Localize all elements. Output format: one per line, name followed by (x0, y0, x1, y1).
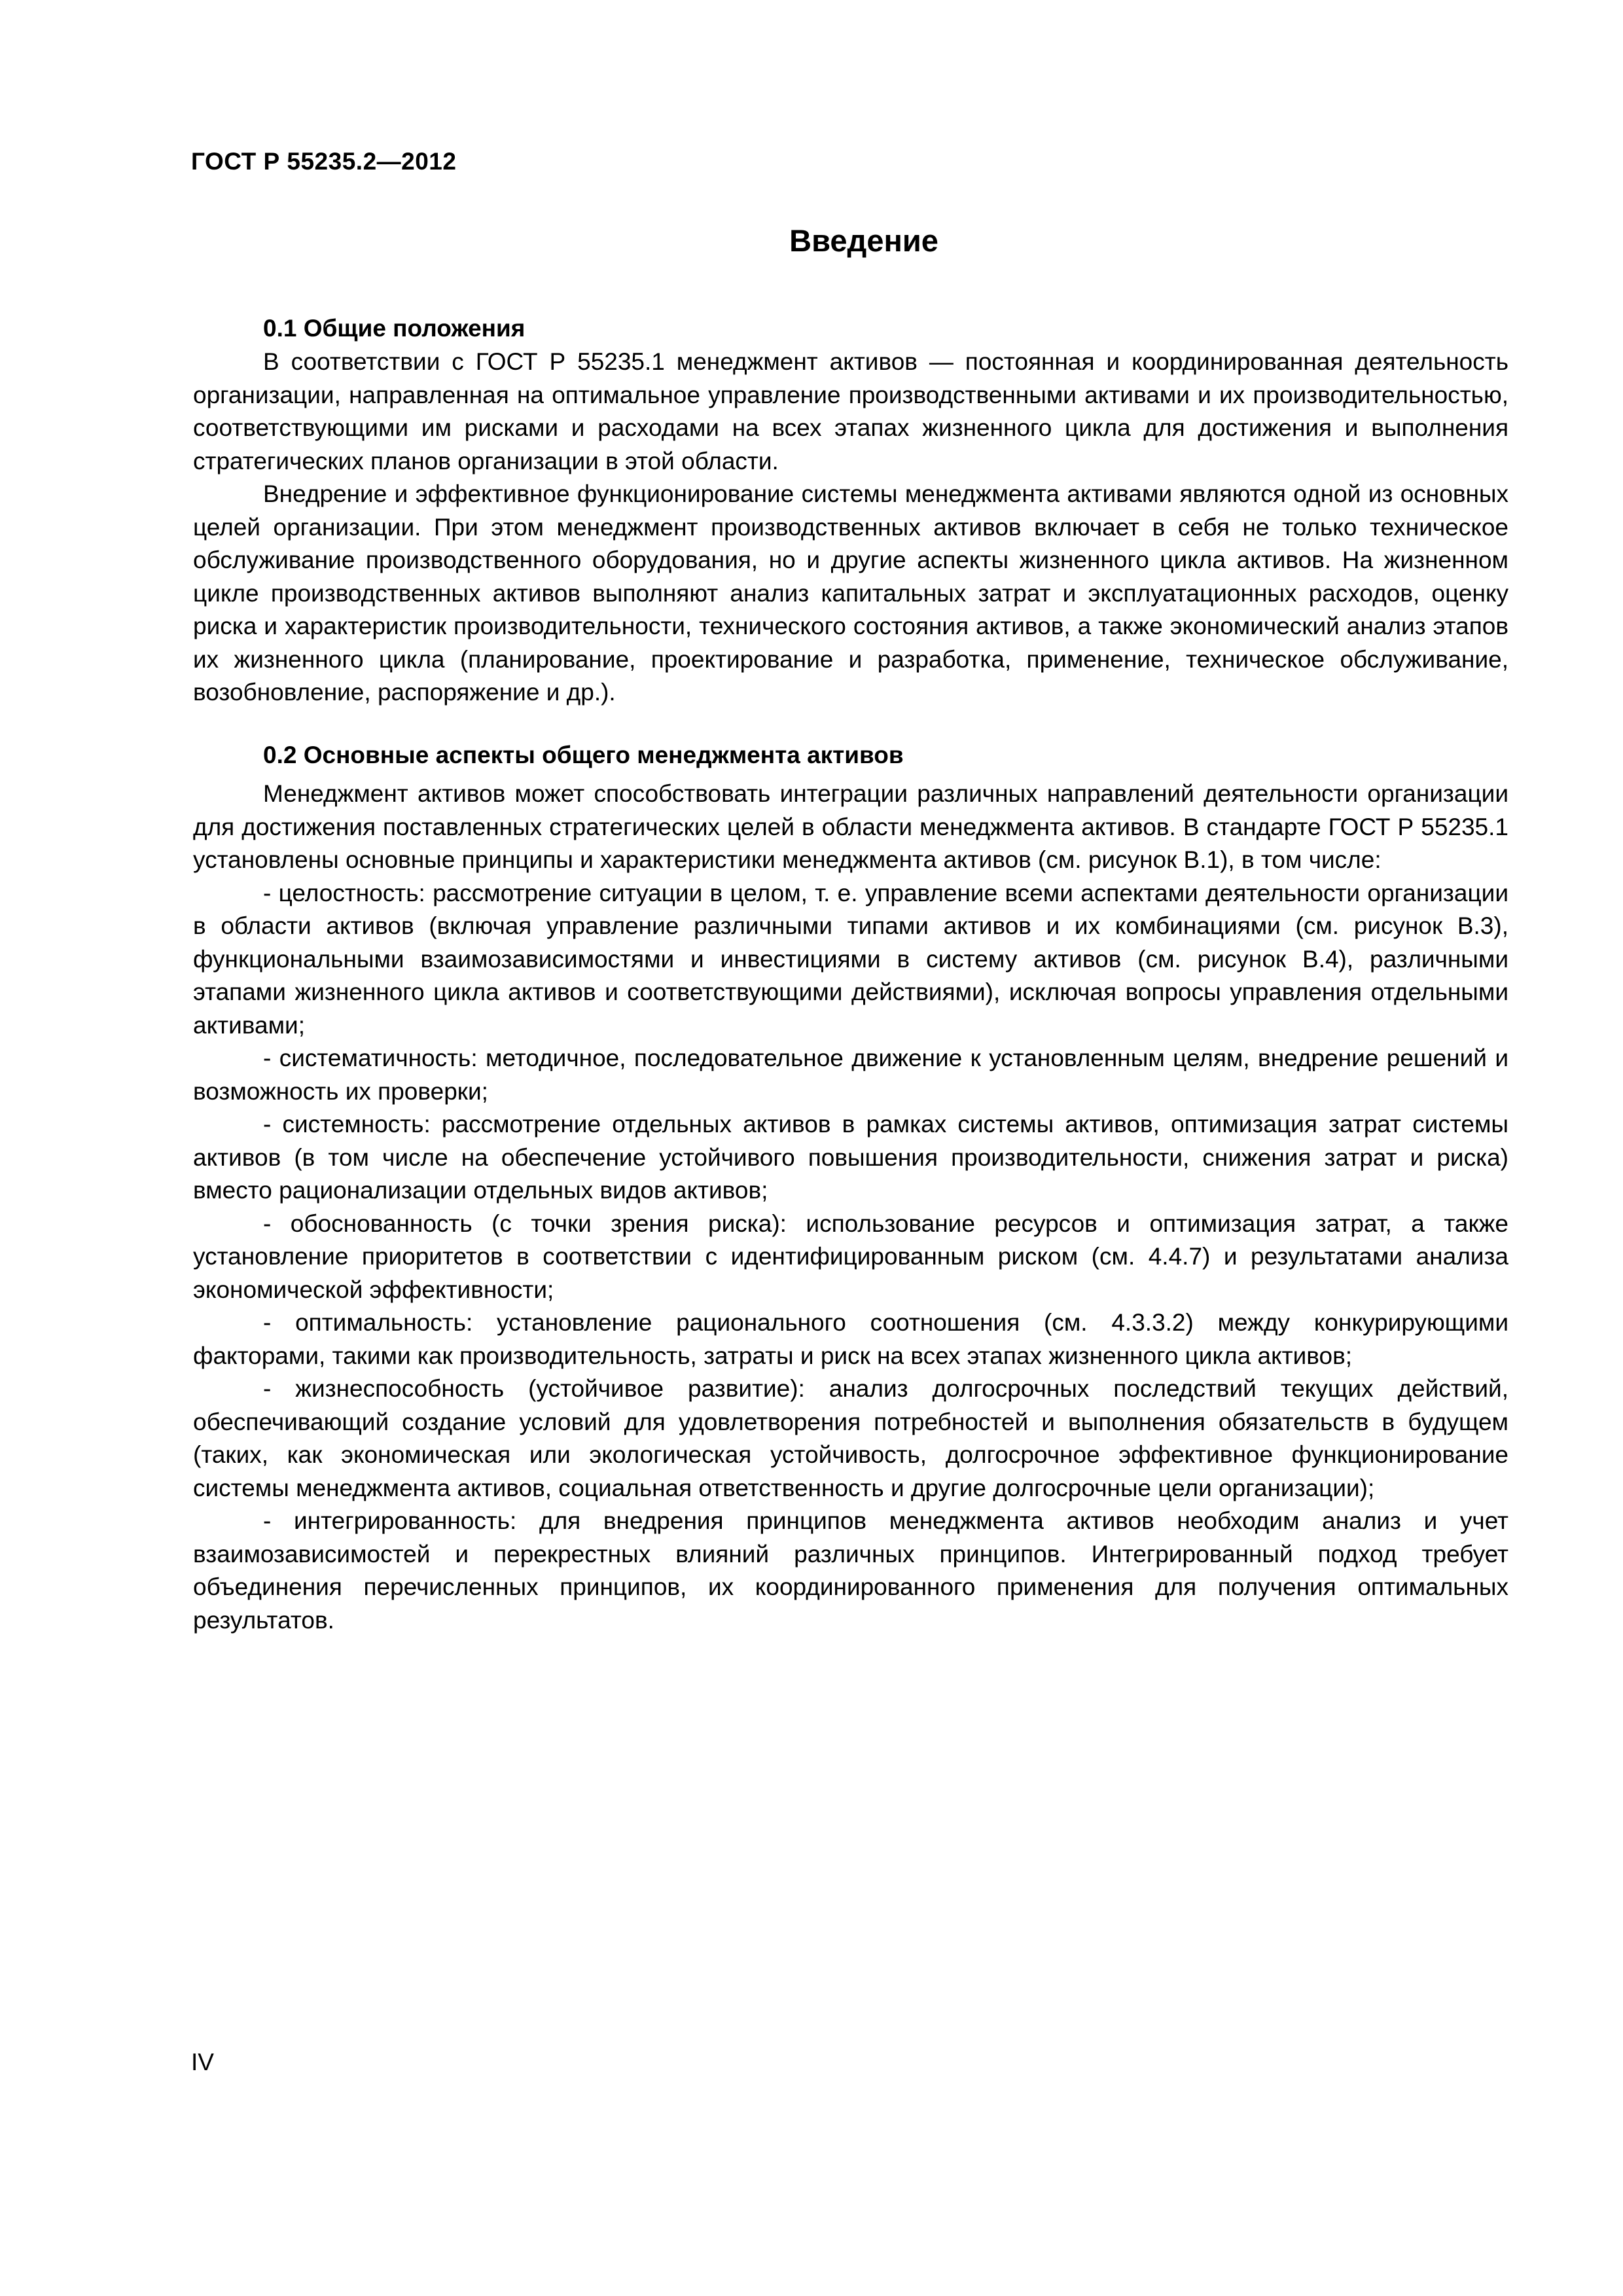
section-heading: 0.2 Основные аспекты общего менеджмента активов (263, 742, 904, 768)
list-item: - систематичность: методичное, последовательное движение к установленным целям, внедрение решений и возможность их проверки; (193, 1045, 1508, 1105)
paragraph: Менеджмент активов может способствовать интеграции различных направлений деятельности организации для достижения поставленных стратегических целей в области менеджмента активов. В стандарте ГОСТ Р 55235.1 установлены основные принципы и характеристики менеджмента активов (см. рисунок В.1), в том числе: (193, 780, 1508, 873)
list-item: - системность: рассмотрение отдельных активов в рамках системы активов, оптимизация затрат системы активов (в том числе на обеспечение устойчивого повышения производительности, снижения затрат и риска) вместо рационализации отдельных видов активов; (193, 1111, 1508, 1204)
section-heading: 0.1 Общие положения (263, 315, 526, 342)
list-item: - жизнеспособность (устойчивое развитие): анализ долгосрочных последствий текущих действий, обеспечивающий создание условий для удовлетворения потребностей и выполнения обязательств в будущем (таких, как экономическая или экологическая устойчивость, долгосрочное эффективное функционирование системы менеджмента активов, социальная ответственность и другие долгосрочные цели организации); (193, 1375, 1508, 1501)
list-item: - целостность: рассмотрение ситуации в целом, т. е. управление всеми аспектами деятельности организации в области активов (включая управление различными типами активов и их комбинациями (см. рисунок В.3), функциональными взаимозависимостями и инвестициями в систему активов (см. рисунок В.4), различными этапами жизненного цикла активов и соответствующими действиями), исключая вопросы управления отдельными активами; (193, 879, 1508, 1039)
page-title: Введение (789, 223, 938, 258)
section-asset-management-aspects (193, 738, 1508, 1637)
list-item: - обоснованность (с точки зрения риска): использование ресурсов и оптимизация затрат, а также установление приоритетов в соответствии с идентифицированным риском (см. 4.4.7) и результатами анализа экономической эффективности; (193, 1210, 1508, 1303)
document-code: ГОСТ Р 55235.2—2012 (191, 148, 457, 175)
paragraph: Внедрение и эффективное функционирование системы менеджмента активами являются одной из основных целей организации. При этом менеджмент производственных активов включает в себя не только техническое обслуживание производственного оборудования, но и другие аспекты жизненного цикла активов. На жизненном цикле производственных активов выполняют анализ капитальных затрат и эксплуатационных расходов, оценку риска и характеристик производительности, технического состояния активов, а также экономический анализ этапов их жизненного цикла (планирование, проектирование и разработка, применение, техническое обслуживание, возобновление, распоряжение и др.). (193, 480, 1508, 706)
page-number: IV (191, 2049, 214, 2075)
paragraph: В соответствии с ГОСТ Р 55235.1 менеджмент активов — постоянная и координированная деятельность организации, направленная на оптимальное управление производственными активами и их производительностью, соответствующими им рисками и расходами на всех этапах жизненного цикла для достижения и выполнения стратегических планов организации в этой области. (193, 348, 1508, 475)
list-item: - оптимальность: установление рационального соотношения (см. 4.3.3.2) между конкурирующими факторами, такими как производительность, затраты и риск на всех этапах жизненного цикла активов; (193, 1309, 1508, 1369)
list-item: - интегрированность: для внедрения принципов менеджмента активов необходим анализ и учет взаимозависимостей и перекрестных влияний различных принципов. Интегрированный подход требует объединения перечисленных принципов, их координированного применения для получения оптимальных результатов. (193, 1507, 1508, 1634)
section-general-provisions (193, 312, 1508, 709)
